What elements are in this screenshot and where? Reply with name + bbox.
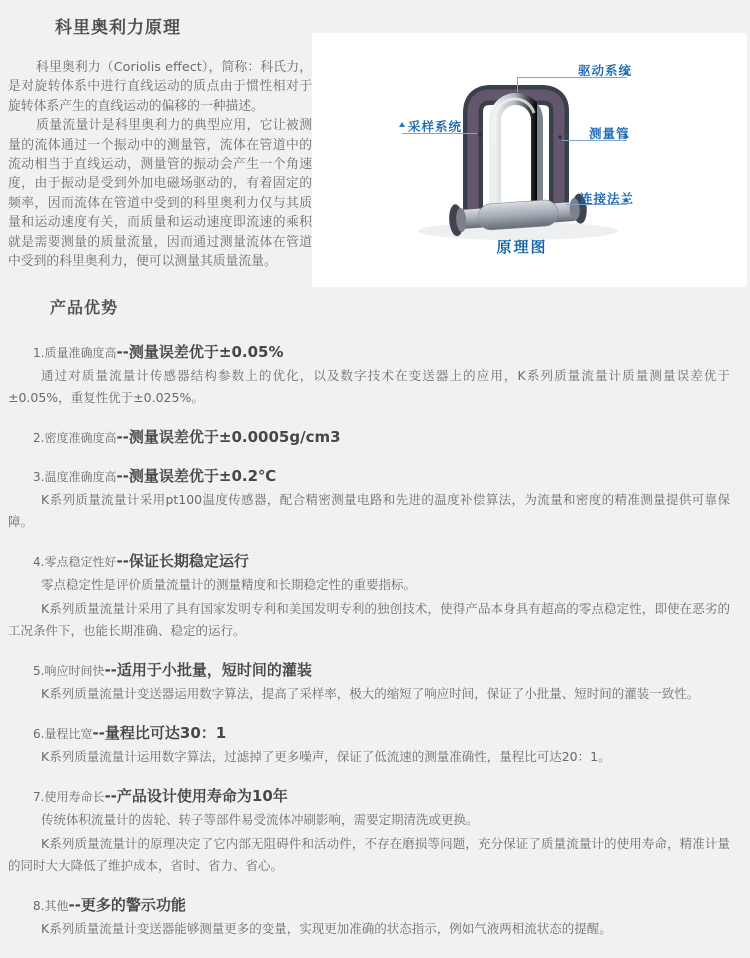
- advantage-paragraph: K系列质量流量计运用数字算法，过滤掉了更多噪声，保证了低流速的测量准确性，量程比可达20：1。: [41, 749, 611, 764]
- advantage-highlight: 适用于小批量，短时间的灌装: [116, 661, 312, 679]
- advantage-heading: [33, 466, 730, 487]
- advantage-highlight: 产品设计使用寿命为10年: [116, 787, 288, 805]
- advantage-item: [8, 466, 730, 533]
- advantage-label: 2.密度准确度高: [33, 431, 117, 445]
- advantage-label: 8.其他: [33, 899, 69, 913]
- advantage-label: 6.量程比宽: [33, 727, 93, 741]
- advantage-separator: --: [92, 724, 105, 742]
- advantages-title: 产品优势: [50, 298, 119, 317]
- advantage-label: 7.使用寿命长: [33, 790, 105, 804]
- advantage-item: [8, 723, 730, 768]
- page-title: 科里奥利力原理: [55, 18, 181, 38]
- advantage-highlight: 测量误差优于±0.2℃: [128, 467, 277, 485]
- advantage-label: 5.响应时间快: [33, 664, 105, 678]
- advantage-item: [8, 786, 730, 877]
- advantage-label: 1.质量准确度高: [33, 346, 117, 360]
- principle-section: [8, 8, 312, 271]
- advantage-separator: --: [104, 787, 117, 805]
- advantages-section: [8, 290, 730, 958]
- drive-system-leader-line: [517, 77, 518, 92]
- advantage-highlight: 保证长期稳定运行: [128, 552, 249, 570]
- advantage-item: [8, 551, 730, 642]
- advantage-heading: [33, 786, 730, 807]
- advantage-label: 3.温度准确度高: [33, 470, 117, 484]
- advantage-item: [8, 660, 730, 705]
- advantage-separator: --: [116, 467, 129, 485]
- advantage-paragraph: K系列质量流量计变送器运用数字算法，提高了采样率，极大的缩短了响应时间，保证了小批量、短时间的灌装一致性。: [41, 686, 700, 701]
- advantage-paragraph: K系列质量流量计采用pt100温度传感器，配合精密测量电路和先进的温度补偿算法，为流量和密度的精准测量提供可靠保障。: [8, 492, 730, 529]
- advantage-highlight: 量程比可达30：1: [104, 724, 227, 742]
- advantage-separator: --: [116, 552, 129, 570]
- advantage-item: [8, 895, 730, 940]
- label-sampling-system: 采样系统: [408, 119, 463, 134]
- diagram-caption: 原理图: [496, 238, 548, 256]
- label-measuring-tube: 测量管: [589, 126, 630, 141]
- advantage-heading: [33, 551, 730, 572]
- advantage-paragraph: 通过对质量流量计传感器结构参数上的优化，以及数字技术在变送器上的应用，K系列质量流量计质量测量误差优于±0.05%，重复性优于±0.025%。: [8, 368, 730, 405]
- advantage-separator: --: [116, 428, 129, 446]
- advantage-separator: --: [68, 896, 81, 914]
- advantage-separator: --: [104, 661, 117, 679]
- advantage-paragraph: K系列质量流量计变送器能够测量更多的变量，实现更加准确的状态指示，例如气液两相流状态的提醒。: [41, 921, 612, 936]
- advantage-highlight: 更多的警示功能: [80, 896, 186, 914]
- advantage-label: 4.零点稳定性好: [33, 555, 117, 569]
- advantage-heading: [33, 660, 730, 681]
- advantage-paragraph: 零点稳定性是评价质量流量计的测量精度和长期稳定性的重要指标。: [41, 577, 417, 592]
- advantage-paragraph: 传统体积流量计的齿轮、转子等部件易受流体冲刷影响，需要定期清洗或更换。: [41, 812, 479, 827]
- principle-diagram-panel: [312, 33, 747, 287]
- advantage-item: [8, 427, 730, 448]
- advantage-heading: [33, 895, 730, 916]
- principle-paragraph: 科里奥利力（Coriolis effect），简称：科氏力，是对旋转体系中进行直线运动的质点由于惯性相对于旋转体系产生的直线运动的偏移的一种描述。: [8, 60, 312, 114]
- advantage-paragraph: K系列质量流量计采用了具有国家发明专利和美国发明专利的独创技术，使得产品本身具有超高的零点稳定性，即使在恶劣的工况条件下，也能长期准确、稳定的运行。: [8, 601, 730, 638]
- label-connection-flange: 连接法兰: [580, 191, 635, 206]
- advantage-heading: [33, 427, 730, 448]
- advantage-item: [8, 342, 730, 409]
- triangle-marker-icon: [399, 122, 405, 127]
- advantage-highlight: 测量误差优于±0.05%: [128, 343, 284, 361]
- advantage-highlight: 测量误差优于±0.0005g/cm3: [128, 428, 341, 446]
- principle-paragraph: 质量流量计是科里奥利力的典型应用，它让被测量的流体通过一个振动中的测量管，流体在管道中的流动相当于直线运动，测量管的振动会产生一个角速度，由于振动是受到外加电磁场驱动的，有着固定的频率，因而流体在管道中受到的科里奥利力仅与其质量和运动速度有关，而质量和运动速度即流速的乘积就是需要测量的质量流量，因而通过测量流体在管道中受到的科里奥利力，便可以测量其质量流量。: [8, 118, 312, 270]
- advantage-paragraph: K系列质量流量计的原理决定了它内部无阻碍件和活动件，不存在磨损等问题，充分保证了质量流量计的使用寿命，精准计量的同时大大降低了维护成本，省时、省力、省心。: [8, 836, 730, 873]
- advantage-separator: --: [116, 343, 129, 361]
- label-drive-system: 驱动系统: [578, 63, 633, 78]
- advantage-heading: [33, 723, 730, 744]
- advantage-heading: [33, 342, 730, 363]
